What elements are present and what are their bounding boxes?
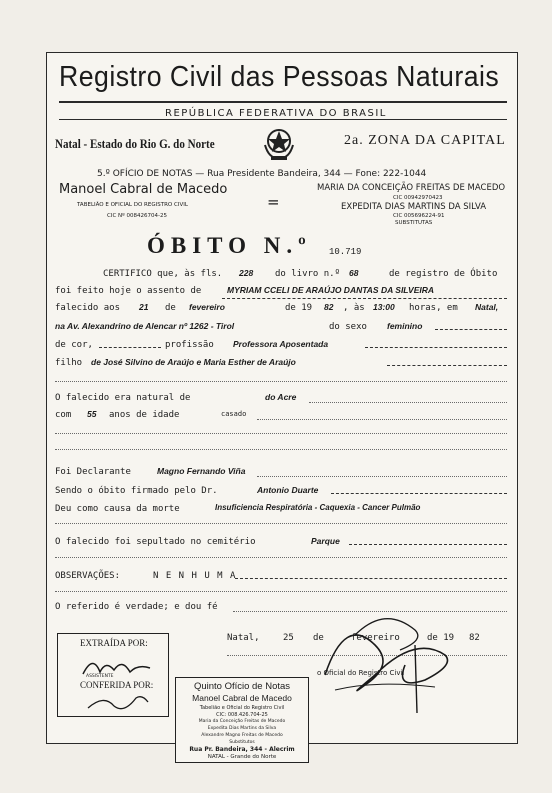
livro-label: do livro n.º (275, 269, 341, 279)
fls-value: 228 (239, 268, 254, 278)
blank-line-4 (55, 523, 507, 524)
estado-civil-value: casado (221, 410, 247, 418)
sexo-label: do sexo (329, 322, 367, 332)
data-mes: fevereiro (351, 633, 400, 643)
declarante-value: Magno Fernando Viña (157, 466, 246, 476)
ano-value: 82 (324, 302, 334, 312)
assistente-label: ASSISTENTE (86, 674, 114, 679)
tabeliao-role: TABELIÃO E OFICIAL DO REGISTRO CIVIL (77, 202, 188, 208)
local-cidade: Natal, (475, 302, 499, 312)
hora-value: 13:00 (373, 302, 395, 312)
anos-label: anos de idade (109, 410, 180, 420)
oficial-signature (305, 605, 465, 719)
de-ano-label: de 19 (285, 303, 313, 313)
title-rule (59, 101, 507, 103)
assento-label: foi feito hoje o assento de (55, 286, 202, 296)
natural-value: do Acre (265, 392, 297, 402)
data-ano: 82 (469, 633, 480, 643)
cor-label: de cor, (55, 340, 93, 350)
stamp-line-4: CIC: 008.426.704-25 (216, 712, 268, 718)
substituta-2-cic: CIC 005696224-91 (393, 213, 445, 219)
stamp-line-1: Quinto Ofício de Notas (193, 681, 291, 692)
nome-underline (222, 298, 507, 299)
filho-label: filho (55, 358, 83, 368)
stamp-line-10: NATAL - Grande do Norte (207, 754, 277, 760)
coat-of-arms-icon (261, 125, 297, 165)
dia-value: 21 (139, 302, 149, 312)
stamp-line-6: Expedita Dias Martins da Silva (207, 726, 277, 731)
sexo-value: feminino (387, 321, 423, 331)
horas-label: horas, em (409, 303, 458, 313)
idade-dots (257, 419, 507, 420)
de-label: de (165, 303, 176, 313)
medico-value: Antonio Duarte (257, 485, 319, 495)
registry-title: Registro Civil das Pessoas Naturais (59, 61, 500, 93)
stamp-line-7: Alexandre Magno Freitas de Macedo (201, 733, 283, 738)
endereco-value: na Av. Alexandrino de Alencar nº 1262 - Tirol (55, 321, 235, 331)
observacoes-value: N E N H U M A (153, 571, 237, 581)
oficio-stamp (175, 677, 309, 763)
blank-line-6 (55, 591, 507, 592)
republica-line: REPÚBLICA FEDERATIVA DO BRASIL (165, 108, 387, 119)
livro-value: 68 (349, 268, 359, 278)
declarante-dots (257, 476, 507, 477)
substitutas-label: SUBSTITUTAS (395, 220, 433, 226)
filiacao-dash (387, 365, 507, 366)
profissao-dash (365, 347, 507, 348)
oficio-line: 5.º OFÍCIO DE NOTAS — Rua Presidente Bandeira, 344 — Fone: 222-1044 (97, 169, 427, 179)
observacoes-dash (235, 578, 507, 579)
estado-line: Natal - Estado do Rio G. do Norte (55, 136, 215, 151)
com-label: com (55, 410, 72, 420)
extraida-label: EXTRAÍDA POR: (80, 638, 148, 648)
declarante-label: Foi Declarante (55, 467, 131, 477)
conferida-label: CONFERIDA POR: (80, 680, 154, 690)
sepultado-label: O falecido foi sepultado no cemitério (55, 537, 256, 547)
registro-label: de registro de Óbito (389, 269, 498, 279)
certifico-label: CERTIFICO que, às fls. (103, 269, 223, 279)
medico-dash (331, 493, 507, 494)
cor-dash (99, 347, 161, 348)
causa-value: Insuficiencia Respiratória - Caquexia - Cancer Pulmão (215, 503, 421, 512)
conferida-signature (84, 690, 154, 714)
verdade-text: O referido é verdade; e dou fé (55, 602, 218, 612)
tabeliao-name: Manoel Cabral de Macedo (59, 182, 228, 197)
data-dia: 25 (283, 633, 294, 643)
zona-line: 2a. ZONA DA CAPITAL (344, 133, 506, 148)
stamp-line-3: Tabelião e Oficial do Registro Civil (199, 705, 285, 711)
stamp-line-2: Manoel Cabral de Macedo (192, 693, 292, 703)
observacoes-label: OBSERVAÇÕES: (55, 571, 121, 581)
data-ano-prefix: de 19 (427, 633, 455, 643)
idade-value: 55 (87, 409, 97, 419)
filiacao-value: de José Silvino de Araújo e Maria Esther de Araújo (91, 357, 296, 367)
stamp-line-8: Substitutos (229, 740, 255, 745)
blank-line-5 (55, 557, 507, 558)
falecido-aos-label: falecido aos (55, 303, 121, 313)
extraida-stamp (57, 633, 169, 717)
tabeliao-cic: CIC Nº 008426704-25 (107, 213, 167, 219)
profissao-label: profissão (165, 340, 214, 350)
oficial-label: o Oficial do Registro Civil (317, 669, 405, 677)
obito-title: ÓBITO N.º (147, 233, 312, 258)
as-label: , às (343, 303, 365, 313)
cemiterio-value: Parque (311, 536, 340, 546)
mes-value: fevereiro (189, 302, 225, 312)
obito-number: 10.719 (329, 247, 362, 257)
firmado-label: Sendo o óbito firmado pelo Dr. (55, 486, 218, 496)
data-de: de (313, 633, 324, 643)
blank-line-2 (55, 433, 507, 434)
blank-line-1 (55, 381, 507, 382)
stamp-line-9: Rua Pr. Bandeira, 344 - Alecrim (189, 746, 295, 753)
natural-label: O falecido era natural de (55, 393, 191, 403)
data-local: Natal, (227, 633, 260, 643)
substituta-1-name: MARIA DA CONCEIÇÃO FREITAS DE MACEDO (317, 183, 506, 193)
falecido-nome: MYRIAM CCELI DE ARAÚJO DANTAS DA SILVEIRA (227, 285, 435, 295)
separator-mark: = (267, 193, 280, 211)
republica-rule (59, 119, 507, 120)
causa-label: Deu como causa da morte (55, 504, 180, 514)
sexo-dash (435, 329, 507, 330)
natural-dots (309, 402, 507, 403)
substituta-2-name: EXPEDITA DIAS MARTINS DA SILVA (341, 202, 487, 212)
substituta-1-cic: CIC 00942970423 (393, 195, 443, 201)
cemiterio-dash (349, 544, 507, 545)
profissao-value: Professora Aposentada (233, 339, 329, 349)
blank-line-3 (55, 449, 507, 450)
certificate-sheet (46, 52, 518, 760)
stamp-line-5: Maria da Conceição Freitas de Macedo (198, 719, 286, 724)
